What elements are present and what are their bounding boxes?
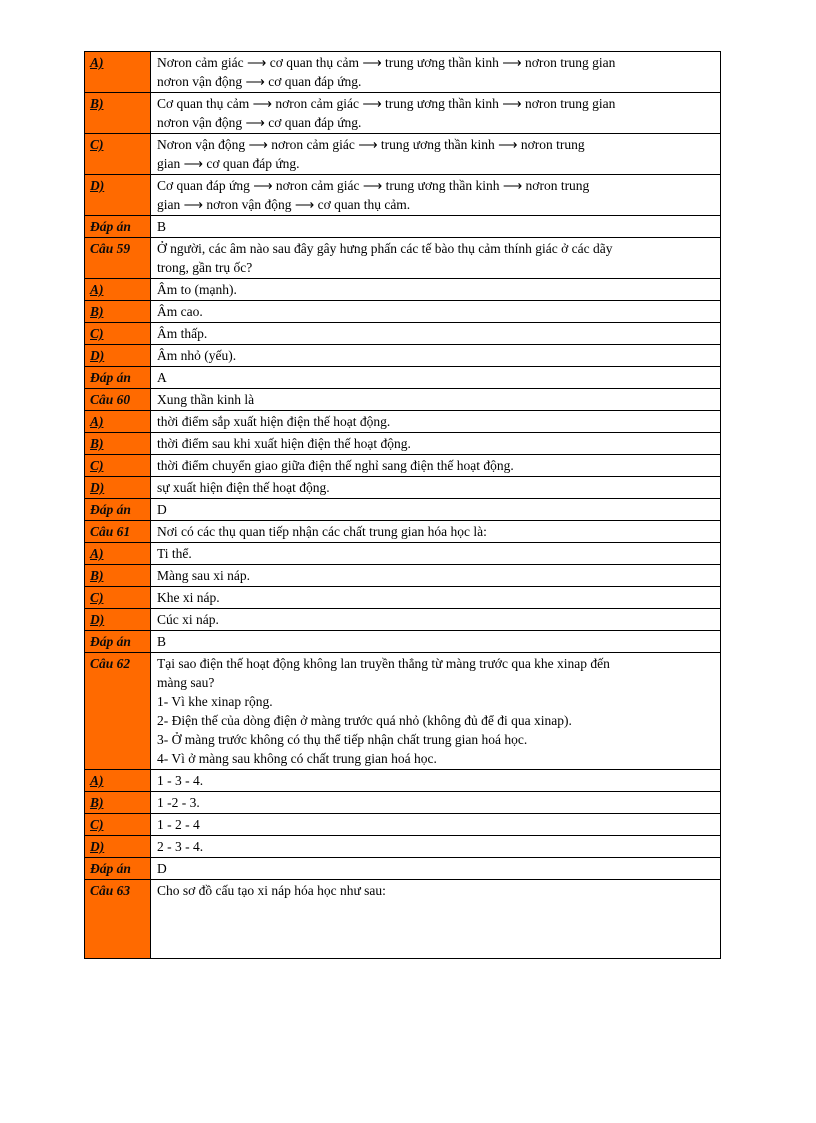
content-line: 1 -2 - 3. — [157, 795, 200, 810]
table-row — [85, 521, 721, 543]
row-label: B) — [85, 93, 151, 134]
row-label: Đáp án — [85, 631, 151, 653]
row-content — [151, 238, 721, 279]
row-content — [151, 770, 721, 792]
row-label: C) — [85, 814, 151, 836]
row-label: Đáp án — [85, 367, 151, 389]
row-content — [151, 653, 721, 770]
row-content — [151, 499, 721, 521]
table-row — [85, 52, 721, 93]
table-row — [85, 836, 721, 858]
row-label: A) — [85, 770, 151, 792]
content-line: Nơron cảm giác ⟶ cơ quan thụ cảm ⟶ trung ương thần kinh ⟶ nơron trung gian — [157, 55, 616, 70]
content-line: A — [157, 370, 167, 385]
content-line: 3- Ở màng trước không có thụ thể tiếp nhận chất trung gian hoá học. — [157, 732, 528, 747]
row-label: C) — [85, 587, 151, 609]
row-content — [151, 631, 721, 653]
table-row — [85, 367, 721, 389]
row-content — [151, 521, 721, 543]
question-table — [84, 51, 721, 959]
table-row — [85, 792, 721, 814]
content-line: D — [157, 502, 167, 517]
row-content — [151, 52, 721, 93]
content-line: gian ⟶ cơ quan đáp ứng. — [157, 156, 300, 171]
content-line: Cúc xi náp. — [157, 612, 219, 627]
table-row — [85, 609, 721, 631]
row-content — [151, 543, 721, 565]
content-line: Âm thấp. — [157, 326, 208, 341]
content-line: Cơ quan đáp ứng ⟶ nơron cảm giác ⟶ trung ương thần kinh ⟶ nơron trung — [157, 178, 590, 193]
content-line: Âm cao. — [157, 304, 203, 319]
table-row — [85, 175, 721, 216]
row-label: C) — [85, 323, 151, 345]
table-row — [85, 389, 721, 411]
content-line: Âm to (mạnh). — [157, 282, 237, 297]
table-row — [85, 134, 721, 175]
row-label: A) — [85, 52, 151, 93]
row-label: D) — [85, 175, 151, 216]
table-row — [85, 587, 721, 609]
row-content — [151, 477, 721, 499]
content-line: Cho sơ đồ cấu tạo xi náp hóa học như sau: — [157, 883, 386, 898]
table-row — [85, 770, 721, 792]
table-row — [85, 93, 721, 134]
row-content — [151, 216, 721, 238]
content-line: Nơi có các thụ quan tiếp nhận các chất trung gian hóa học là: — [157, 524, 487, 539]
row-label: C) — [85, 134, 151, 175]
row-label: Câu 63 — [85, 880, 151, 959]
content-line: thời điểm sau khi xuất hiện điện thế hoạt động. — [157, 436, 411, 451]
content-line: sự xuất hiện điện thế hoạt động. — [157, 480, 330, 495]
content-line: màng sau? — [157, 675, 215, 690]
content-line: Cơ quan thụ cảm ⟶ nơron cảm giác ⟶ trung ương thần kinh ⟶ nơron trung gian — [157, 96, 616, 111]
row-content — [151, 93, 721, 134]
content-line: Xung thần kinh là — [157, 392, 255, 407]
content-line: trong, gần trụ ốc? — [157, 260, 253, 275]
row-content — [151, 792, 721, 814]
content-line: Ti thể. — [157, 546, 192, 561]
row-content — [151, 323, 721, 345]
content-line: 1 - 3 - 4. — [157, 773, 204, 788]
row-label: Câu 61 — [85, 521, 151, 543]
content-line: 2- Điện thế của dòng điện ở màng trước quá nhỏ (không đủ để đi qua xinap). — [157, 713, 572, 728]
row-label: Đáp án — [85, 216, 151, 238]
row-content — [151, 880, 721, 959]
table-row — [85, 814, 721, 836]
row-label: B) — [85, 792, 151, 814]
table-row — [85, 631, 721, 653]
table-row — [85, 238, 721, 279]
table-row — [85, 279, 721, 301]
table-row — [85, 455, 721, 477]
row-content — [151, 433, 721, 455]
row-content — [151, 455, 721, 477]
content-line: D — [157, 861, 167, 876]
row-label: D) — [85, 345, 151, 367]
content-line: nơron vận động ⟶ cơ quan đáp ứng. — [157, 74, 362, 89]
table-row — [85, 499, 721, 521]
row-label: Câu 59 — [85, 238, 151, 279]
content-line: Âm nhỏ (yếu). — [157, 348, 237, 363]
row-label: C) — [85, 455, 151, 477]
content-line: 4- Vì ở màng sau không có chất trung gian hoá học. — [157, 751, 437, 766]
row-label: D) — [85, 477, 151, 499]
content-line: nơron vận động ⟶ cơ quan đáp ứng. — [157, 115, 362, 130]
row-content — [151, 175, 721, 216]
row-label: B) — [85, 301, 151, 323]
content-line: Nơron vận động ⟶ nơron cảm giác ⟶ trung ương thần kinh ⟶ nơron trung — [157, 137, 585, 152]
row-content — [151, 301, 721, 323]
table-row — [85, 543, 721, 565]
row-content — [151, 609, 721, 631]
content-line: B — [157, 219, 167, 234]
row-label: Đáp án — [85, 858, 151, 880]
content-line: 1 - 2 - 4 — [157, 817, 200, 832]
table-row — [85, 880, 721, 959]
content-line: thời điểm sắp xuất hiện điện thế hoạt động. — [157, 414, 391, 429]
row-content — [151, 587, 721, 609]
content-line: Ở người, các âm nào sau đây gây hưng phấn các tế bào thụ cảm thính giác ở các dãy — [157, 241, 613, 256]
content-line: thời điểm chuyển giao giữa điện thế nghỉ sang điện thế hoạt động. — [157, 458, 514, 473]
row-content — [151, 389, 721, 411]
content-line: Tại sao điện thế hoạt động không lan truyền thẳng từ màng trước qua khe xinap đến — [157, 656, 610, 671]
table-row — [85, 323, 721, 345]
table-row — [85, 216, 721, 238]
table-row — [85, 858, 721, 880]
row-label: B) — [85, 433, 151, 455]
content-line: 1- Vì khe xinap rộng. — [157, 694, 273, 709]
row-label: A) — [85, 411, 151, 433]
content-line: 2 - 3 - 4. — [157, 839, 204, 854]
table-row — [85, 301, 721, 323]
row-label: Câu 60 — [85, 389, 151, 411]
row-content — [151, 858, 721, 880]
table-row — [85, 433, 721, 455]
row-content — [151, 814, 721, 836]
table-row — [85, 477, 721, 499]
table-row — [85, 411, 721, 433]
content-line: B — [157, 634, 167, 649]
question-table-body — [85, 52, 721, 959]
row-label: A) — [85, 543, 151, 565]
row-label: A) — [85, 279, 151, 301]
row-content — [151, 411, 721, 433]
row-label: D) — [85, 609, 151, 631]
content-line: Khe xi náp. — [157, 590, 220, 605]
row-content — [151, 279, 721, 301]
row-label: Câu 62 — [85, 653, 151, 770]
row-label: Đáp án — [85, 499, 151, 521]
content-line: gian ⟶ nơron vận động ⟶ cơ quan thụ cảm. — [157, 197, 411, 212]
row-content — [151, 565, 721, 587]
row-content — [151, 345, 721, 367]
row-content — [151, 134, 721, 175]
table-row — [85, 565, 721, 587]
row-label: D) — [85, 836, 151, 858]
row-content — [151, 367, 721, 389]
row-content — [151, 836, 721, 858]
row-label: B) — [85, 565, 151, 587]
content-line: Màng sau xi náp. — [157, 568, 250, 583]
table-row — [85, 653, 721, 770]
table-row — [85, 345, 721, 367]
